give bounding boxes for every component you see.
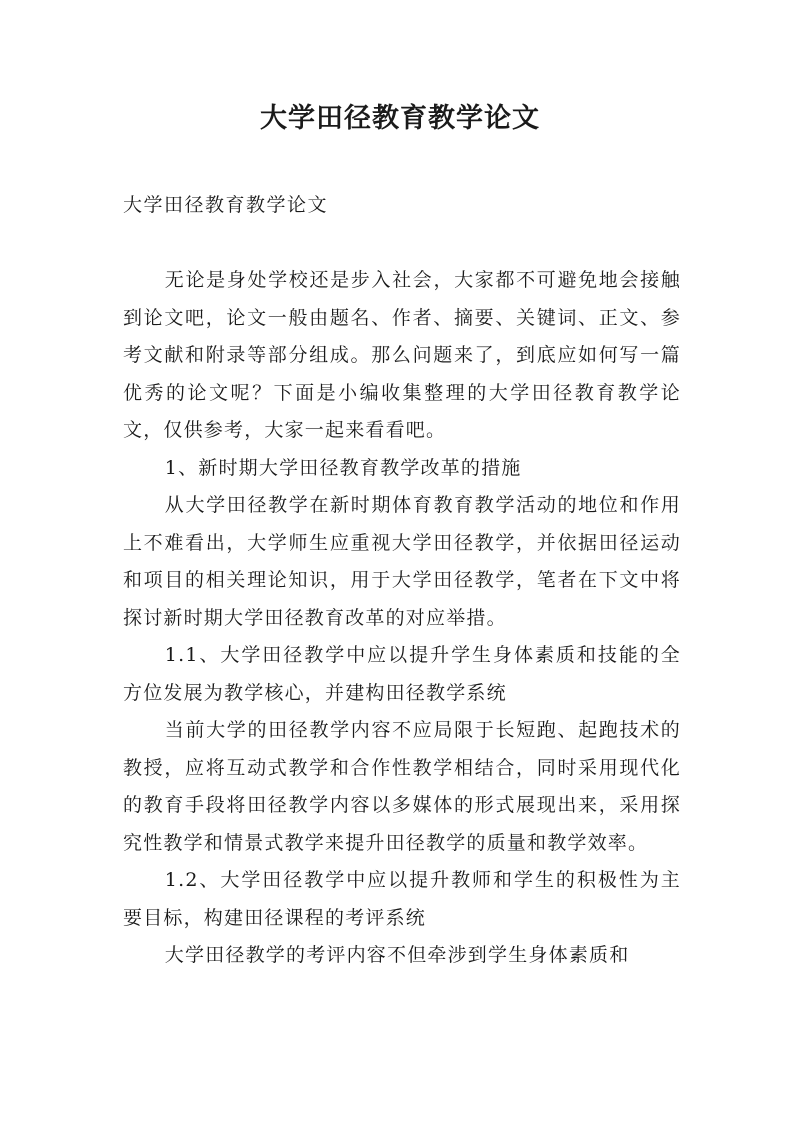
section-heading-1: 1、新时期大学田径教育教学改革的措施 [164,456,522,479]
paragraph-intro: 无论是身处学校还是步入社会，大家都不可避免地会接触到论文吧，论文一般由题名、作者、摘要、关键词、正文、参考文献和附录等部分组成。那么问题来了，到底应如何写一篇优秀的论文呢？下面是小编收集整理的大学田径教育教学论文，仅供参考，大家一起来看看吧。 [123,269,681,441]
paragraph-section-1-2: 大学田径教学的考评内容不但牵涉到学生身体素质和 [164,944,630,966]
document-subtitle: 大学田径教育教学论文 [123,194,329,216]
paragraph-section-1: 从大学田径教学在新时期体育教育教学活动的地位和作用上不难看出，大学师生应重视大学田径教学，并依据田径运动和项目的相关理论知识，用于大学田径教学，笔者在下文中将探讨新时期大学田径教育改革的对应举措。 [123,494,681,629]
document-title: 大学田径教育教学论文 [260,103,540,134]
section-heading-1-2: 1.2、大学田径教学中应以提升教师和学生的积极性为主要目标，构建田径课程的考评系统 [123,869,681,929]
paragraph-section-1-1: 当前大学的田径教学内容不应局限于长短跑、起跑技术的教授，应将互动式教学和合作性教学相结合，同时采用现代化的教育手段将田径教学内容以多媒体的形式展现出来，采用探究性教学和情景式教学来提升田径教学的质量和教学效率。 [123,719,681,854]
document-body [123,262,681,975]
section-heading-1-1: 1.1、大学田径教学中应以提升学生身体素质和技能的全方位发展为教学核心，并建构田径教学系统 [123,644,681,704]
